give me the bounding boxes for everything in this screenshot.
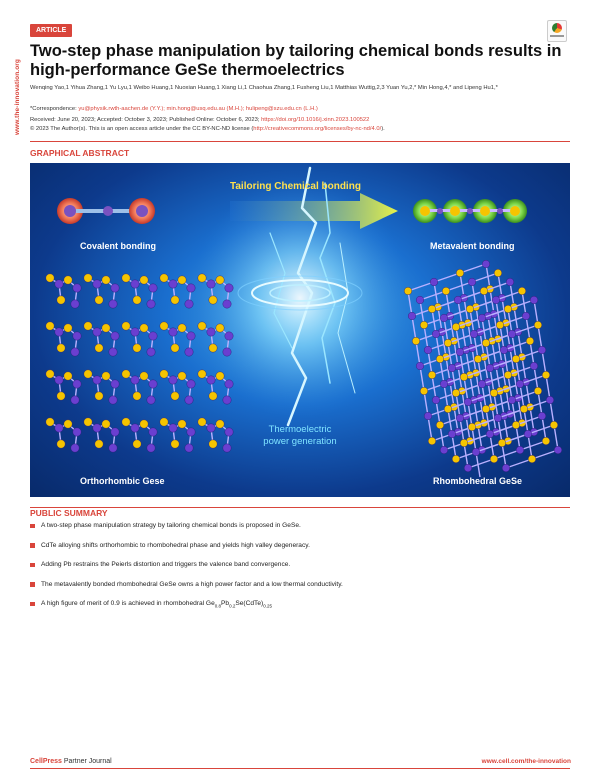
graphical-abstract-figure (30, 163, 570, 497)
license-prefix: © 2023 The Author(s). This is an open access article under the CC BY-NC-ND license ( (30, 126, 254, 132)
license-link[interactable]: http://creativecommons.org/licenses/by-nc-nd/4.0/ (253, 126, 382, 132)
section-divider (30, 141, 570, 142)
article-type-tag: ARTICLE (30, 24, 72, 37)
author-list: Wenqing Yao,1 Yihua Zhang,1 Yu Lyu,1 Weibo Huang,1 Nuoxian Huang,1 Xiang Li,1 Chaohua Zhang,1 Fusheng Liu,1 Matthias Wuttig,2,3 Yuan Yu,2,* Min Hong,4,* and Lipeng Hu1,* (30, 85, 498, 91)
thermo-line-1: Thermoelectric (268, 424, 332, 435)
license-line (30, 126, 575, 132)
bullet-icon (30, 524, 35, 529)
summary-text: Adding Pb restrains the Peierls distortion and triggers the valence band convergence. (41, 561, 291, 568)
summary-item (30, 600, 575, 620)
public-summary-list (30, 522, 575, 620)
summary-item (30, 561, 575, 581)
metavalent-bonding-model (413, 199, 527, 223)
cellpress-logo[interactable]: CellPress Partner Journal (30, 758, 112, 765)
thermo-line-2: power generation (263, 436, 337, 447)
covalent-bonding-model (57, 198, 155, 224)
bullet-icon (30, 543, 35, 548)
covalent-label: Covalent bonding (80, 241, 156, 251)
correspondence (30, 106, 575, 112)
orthorhombic-label: Orthorhombic Gese (80, 476, 165, 486)
section-divider-2 (30, 507, 570, 508)
footer-divider (30, 768, 570, 769)
thermoelectric-label (250, 424, 350, 448)
paper-title: Two-step phase manipulation by tailoring chemical bonds results in high-performance GeSe thermoelectrics (30, 42, 562, 79)
tailoring-label: Tailoring Chemical bonding (230, 181, 361, 192)
rhombohedral-lattice-model (404, 260, 562, 477)
summary-item (30, 542, 575, 562)
correspondence-label: *Correspondence: (30, 106, 77, 112)
footer-journal-url[interactable]: www.cell.com/the-innovation (481, 758, 571, 765)
public-summary-heading: PUBLIC SUMMARY (30, 508, 108, 518)
doi-link[interactable]: https://doi.org/10.1016/j.xinn.2023.100522 (261, 117, 370, 123)
graphical-abstract-heading: GRAPHICAL ABSTRACT (30, 148, 130, 158)
rhombohedral-label: Rhombohedral GeSe (433, 476, 523, 486)
publication-dates (30, 117, 575, 123)
summary-text: The metavalently bonded rhombohedral GeSe owns a high power factor and a low thermal conductivity. (41, 580, 343, 588)
license-suffix: ). (381, 126, 385, 132)
check-for-updates-icon[interactable] (547, 20, 567, 42)
bullet-icon (30, 582, 35, 587)
summary-text: CdTe alloying shifts orthorhombic to rhombohedral phase and yields high valley degeneracy. (41, 541, 310, 549)
summary-item (30, 581, 575, 601)
dates-text: Received: June 20, 2023; Accepted: October 3, 2023; Published Online: October 6, 2023; (30, 117, 260, 123)
metavalent-label: Metavalent bonding (430, 241, 515, 251)
bullet-icon (30, 563, 35, 568)
journal-side-url[interactable]: www.the-innovation.org (14, 59, 21, 135)
bullet-icon (30, 602, 35, 607)
summary-item (30, 522, 575, 542)
summary-text: A two-step phase manipulation strategy by tailoring chemical bonds is proposed in GeSe. (41, 522, 301, 529)
correspondence-emails[interactable]: yu@physik.rwth-aachen.de (Y.Y.); min.hong@usq.edu.au (M.H.); hulipeng@szu.edu.cn (L.H.) (78, 106, 318, 112)
summary-text: A high figure of merit of 0.9 is achieved in rhombohedral $Ge_{0.8}Pb_{0.2}Se(CdTe)_{0.25}$ (41, 600, 272, 609)
